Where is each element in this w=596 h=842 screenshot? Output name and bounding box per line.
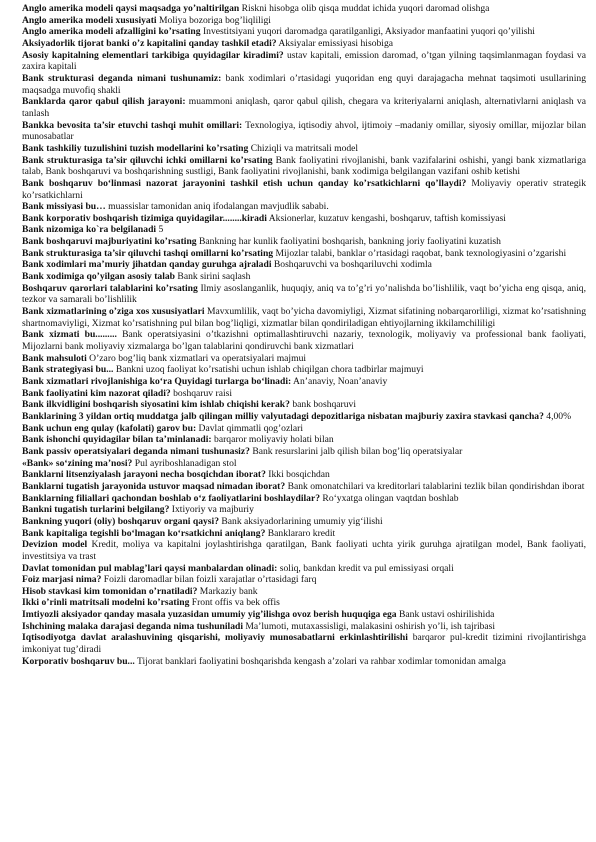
qa-entry (22, 353, 586, 365)
qa-entry (22, 609, 586, 621)
answer-text: O’zaro bog’liq bank xizmatlari va operatsiyalari majmui (86, 352, 307, 364)
answer-text: bank boshqaruvi (289, 399, 357, 411)
qa-entry (22, 376, 586, 388)
answer-text: Aksiyalar emissiyasi hisobiga (276, 37, 394, 49)
qa-entry (22, 271, 586, 283)
qa-entry (22, 434, 586, 446)
question-text: Bankka bevosita ta’sir etuvchi tashqi muhit omillari: (22, 119, 243, 131)
qa-entry (22, 26, 586, 38)
question-text: Banklarda qaror qabul qilish jarayoni: (22, 96, 186, 108)
document-page (22, 3, 586, 667)
question-text: Bank passiv operatsiyalari deganda nimani tushunasiz? (22, 445, 250, 457)
answer-text: Riskni hisobga olib qisqa muddat ichida yuqori daromad olishga (239, 3, 490, 14)
question-text: Bank faoliyatini kim nazorat qiladi? (22, 387, 171, 399)
qa-entry (22, 469, 586, 481)
question-text: Bank xizmatlarining o’ziga xos xususiyatlari (22, 306, 205, 318)
question-text: Boshqaruv qarorlari talablarini ko’rsating (22, 282, 198, 294)
qa-entry (22, 388, 586, 400)
answer-text: Texnologiya, iqtisodiy ahvol, ijtimoiy –madaniy omillar, siyosiy omillar, mijozlar bilan munosabatlar (22, 119, 586, 143)
qa-entry (22, 120, 586, 143)
answer-text: Investitsiyani yuqori daromadga qaratilganligi, Aksiyador manfaatini yuqori qo’yilishi (200, 26, 535, 38)
answer-text: Mijozlar talabi, banklar o’rtasidagi raqobat, bank texnologiyasini o’zgarishi (273, 247, 567, 259)
question-text: Bank nizomiga ko`ra belgilanadi (22, 224, 157, 236)
question-text: «Bank» so‘zining ma’nosi? (22, 457, 133, 469)
answer-text: Markaziy bank (197, 585, 258, 597)
answer-text: Bankning har kunlik faoliyatini boshqarish, bankning joriy faoliyatini kuzatish (196, 236, 501, 248)
question-text: Imtiyozli aksiyador qanday masala yuzasidan umumiy yig’ilishga ovoz berish huquqiga ega (22, 609, 397, 621)
qa-entry (22, 155, 586, 178)
question-text: Anglo amerika modeli qaysi maqsadga yo’naltirilgan (22, 3, 240, 14)
question-text: Bank strukturasiga ta’sir qiluvchi tashqi omillarni ko’rsating (22, 247, 274, 259)
question-text: Devizion model (22, 539, 88, 551)
answer-text: Ma’lumoti, mutaxassisligi, malakasini oshirish yo’li, ish tajribasi (243, 620, 496, 632)
qa-entry (22, 481, 586, 493)
qa-entry (22, 38, 586, 50)
qa-entry (22, 178, 586, 201)
answer-text: Bankni uzoq faoliyat ko’rsatishi uchun ishlab chiqilgan chora tadbirlar majmuyi (113, 364, 424, 376)
qa-entry (22, 586, 586, 598)
answer-text: Bank aksiyadorlarining umumiy yig‘ilishi (219, 515, 383, 527)
question-text: Bank xodimiga qo’yilgan asosiy talab (22, 271, 176, 283)
question-text: Bank korporativ boshqarish tizimiga quyidagilar........kiradi (22, 212, 267, 224)
answer-text: Bank faoliyatini rivojlanishi, bank vazifalarini oshishi, yangi bank xizmatlariga talab, Bank boshqaruvi va boshqarishning sustligi, Bank faoliyatini rivojlanishi, bank xodimiga belgilangan vazifani oshib ketishi (22, 154, 587, 178)
question-text: Aksiyadorlik tijorat banki o’z kapitalini qanday tashkil etadi? (22, 37, 277, 49)
answer-text: bank xodimlari o’rtasidagi yuqoridan eng quyi darajagacha mehnat taqsimoti usullarining maqsadga muvofiq shakli (22, 72, 586, 96)
qa-entry (22, 423, 586, 435)
question-text: Bank boshqaruvi majburiyatini ko’rsating (22, 236, 197, 248)
answer-text: Ilmiy asoslanganlik, huquqiy, aniq va to’g’ri yo’nalishda bo’lishlilik, vaqt bo’yicha eng qisqa, aniq, tezkor va samarali bo’lishlilik (22, 282, 586, 306)
answer-text: Foizli daromadlar bilan foizli xarajatlar o’rtasidagi farq (101, 574, 317, 586)
qa-entry (22, 259, 586, 271)
question-text: Bank tashkiliy tuzulishini tuzish modellarini ko’rsating (22, 142, 249, 154)
question-text: Bank ilkvidligini boshqarish siyosatini kim ishlab chiqishi kerak? (22, 399, 290, 411)
answer-text: Front offis va bek offis (189, 597, 280, 609)
qa-entry (22, 539, 586, 562)
answer-text: muammoni aniqlash, qaror qabul qilish, chegara va kriteriyalarni aniqlash, alternativlarni aniqlash va tanlash (22, 96, 586, 119)
qa-entry (22, 458, 586, 470)
answer-text: Moliyaviy operativ strategik ko’rsatkichlarni (22, 177, 586, 201)
answer-text: Banklararo kredit (265, 527, 336, 539)
answer-text: Ixtiyoriy va majburiy (169, 504, 254, 516)
question-text: Iqtisodiyotga davlat aralashuvining qisqarishi, moliyaviy munosabatlarni erkinlashtirilishi (22, 632, 408, 644)
question-text: Bank ishonchi quyidagilar bilan ta’minlanadi: (22, 434, 212, 446)
answer-text: barqaror moliyaviy holati bilan (211, 434, 334, 446)
qa-entry (22, 96, 586, 119)
qa-entry (22, 656, 586, 668)
qa-entry (22, 143, 586, 155)
answer-text: 5 (156, 224, 164, 236)
question-text: Asosiy kapitalning elementlari tarkibiga quyidagilar kiradimi? (22, 49, 284, 61)
qa-entry (22, 283, 586, 306)
question-text: Anglo amerika modeli afzalligini ko’rsating (22, 26, 201, 38)
answer-text: Pul ayriboshlanadigan stol (132, 457, 237, 469)
question-text: Bank strukturasiga ta’sir qiluvchi ichki omillarni ko’rsating (22, 154, 273, 166)
qa-entry (22, 621, 586, 633)
answer-text: boshqaruv raisi (170, 387, 233, 399)
answer-text: Ro‘yxatga olingan vaqtdan boshlab (320, 492, 459, 504)
answer-text: Aksionerlar, kuzatuv kengashi, boshqaruv, taftish komissiyasi (266, 212, 506, 224)
question-text: Davlat tomonidan pul mablag’lari qaysi manbalardan olinadi: (22, 562, 278, 574)
question-text: Banklarni tugatish jarayonida ustuvor maqsad nimadan iborat? (22, 480, 286, 492)
question-text: Bank strategiyasi bu... (22, 364, 114, 376)
qa-entry (22, 528, 586, 540)
answer-text: An’anaviy, Noan’anaviy (291, 376, 388, 387)
answer-text: Bank operatsiyasini o’tkazishni optimallashtiruvchi nazariy, texnologik, moliyaviy va professional bank faoliyati, Mijozlarni bank moliyaviy xizmalarga bo’lgan talablarini qondiruvchi bank xizmatlari (22, 329, 587, 353)
qa-entry (22, 15, 586, 27)
qa-entry (22, 516, 586, 528)
qa-entry (22, 213, 586, 225)
qa-entry (22, 3, 586, 15)
question-text: Bankning yuqori (oliy) boshqaruv organi qaysi? (22, 515, 219, 527)
qa-entry (22, 597, 586, 609)
qa-list (22, 3, 586, 667)
question-text: Korporativ boshqaruv bu... (22, 655, 135, 667)
qa-entry (22, 493, 586, 505)
answer-text: Boshqaruvchi va boshqariluvchi xodimla (271, 259, 432, 271)
qa-entry (22, 632, 586, 655)
qa-entry (22, 224, 586, 236)
question-text: Bank missiyasi bu… (22, 201, 106, 213)
qa-entry (22, 504, 586, 516)
question-text: Bankni tugatish turlarini belgilang? (22, 504, 170, 516)
qa-entry (22, 50, 586, 73)
answer-text: Davlat qimmatli qog’ozlari (196, 422, 303, 434)
question-text: Bank mahsuloti (22, 352, 87, 364)
answer-text: Bank omonatchilari va kreditorlari talablarini tezlik bilan qondirishdan iborat (285, 480, 585, 492)
qa-entry (22, 236, 586, 248)
question-text: Ikki o’rinli matritsali modelni ko’rsating (22, 597, 190, 609)
question-text: Bank xizmatlari rivojlanishiga ko‘ra Quyidagi turlarga bo‘linadi: (22, 376, 292, 387)
question-text: Bank uchun eng qulay (kafolati) garov bu: (22, 422, 197, 434)
answer-text: Ikki bosqichdan (265, 469, 330, 481)
answer-text: Mavxumlilik, vaqt bo’yicha davomiyligi, Xizmat sifatining nobarqarorliligi, xizmat ko’rsatishning shartnomaviyligi, Xizmat ko’rsatishning pul bilan bog’liqligi, xizmatlar bilan qondiriladigan ehtiyojlarning ikkilamchililigi (22, 306, 587, 329)
question-text: Anglo amerika modeli xususiyati (22, 14, 157, 26)
answer-text: 4,00% (543, 410, 572, 422)
answer-text: ustav kapitali, emission daromad, o’tgan yilning taqsimlanmagan foydasi va zaxira kapitali (22, 49, 586, 73)
question-text: Bank strukturasi deganda nimani tushunamiz: (22, 72, 222, 84)
answer-text: soliq, bankdan kredit va pul emissiyasi orqali (277, 562, 454, 574)
question-text: Bank kapitaliga tegishli bo‘lmagan ko‘rsatkichni aniqlang? (22, 527, 266, 539)
question-text: Bank xizmati bu......... (22, 329, 117, 341)
qa-entry (22, 73, 586, 96)
answer-text: Kredit, moliya va kapitalni joylashtirishga qaratilgan, Bank faoliyati uchta yirik guruhga ajratilgan model, Bank faoliyati, investitsiya va trast (22, 539, 586, 562)
answer-text: Tijorat banklari faoliyatini boshqarishda kengash a’zolari va rahbar xodimlar tomonidan amalga (134, 655, 506, 667)
qa-entry (22, 248, 586, 260)
question-text: Bank boshqaruv bo‘linmasi nazorat jarayonini tashkil etish uchun qanday ko’rsatkichlarni qo’llaydi? (22, 177, 467, 189)
qa-entry (22, 364, 586, 376)
question-text: Bank xodimlari ma’muriy jihatdan qanday guruhga ajraladi (22, 259, 272, 271)
question-text: Foiz marjasi nima? (22, 574, 102, 586)
qa-entry (22, 563, 586, 575)
question-text: Banklarning filiallari qachondan boshlab o‘z faoliyatlarini boshlaydilar? (22, 492, 321, 504)
answer-text: Bank resurslarini jalb qilish bilan bog’liq operatsiyalar (249, 445, 463, 457)
qa-entry (22, 201, 586, 213)
qa-entry (22, 399, 586, 411)
qa-entry (22, 329, 586, 352)
question-text: Hisob stavkasi kim tomonidan o’rnatiladi? (22, 585, 198, 597)
question-text: Banklarining 3 yildan ortiq muddatga jalb qilingan milliy valyutadagi depozitlariga nisbatan majburiy zaxira stavkasi qancha? (22, 410, 544, 422)
qa-entry (22, 306, 586, 329)
qa-entry (22, 411, 586, 423)
answer-text: Bank sirini saqlash (175, 271, 251, 283)
answer-text: Bank ustavi oshirilishida (396, 609, 495, 621)
answer-text: muassislar tamonidan aniq ifodalangan mavjudlik sababi. (105, 201, 329, 213)
answer-text: Chiziqli va matritsali model (248, 142, 359, 154)
answer-text: Moliya bozoriga bog’liqliligi (156, 14, 271, 26)
qa-entry (22, 446, 586, 458)
question-text: Banklarni litsenziyalash jarayoni necha bosqichdan iborat? (22, 469, 266, 481)
question-text: Ishchining malaka darajasi deganda nima tushuniladi (22, 620, 243, 632)
qa-entry (22, 574, 586, 586)
answer-text: barqaror pul-kredit tizimini rivojlantirishga imkoniyat tug’diradi (22, 632, 586, 656)
